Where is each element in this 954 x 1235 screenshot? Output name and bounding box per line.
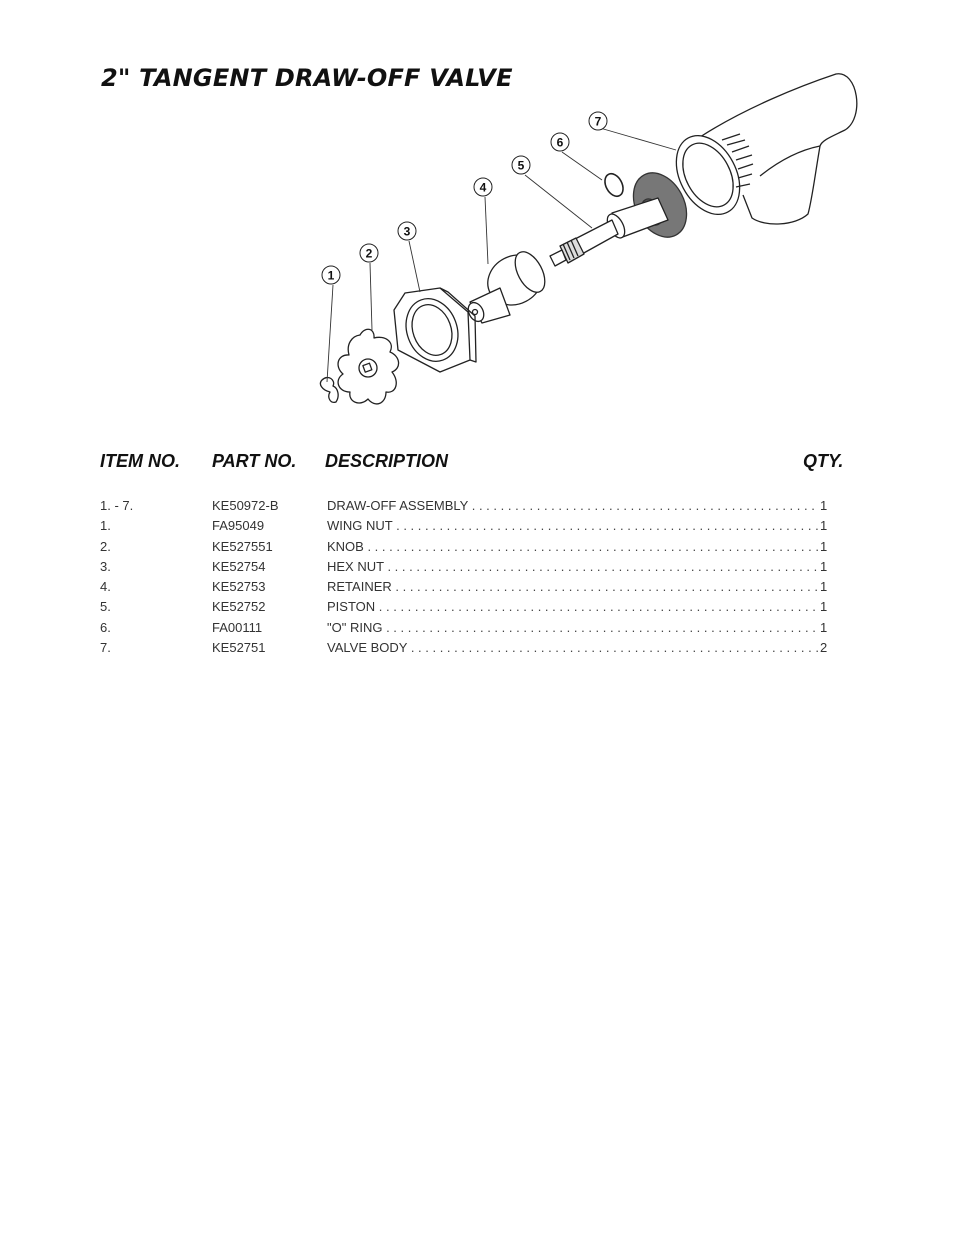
piston-illustration — [550, 198, 668, 266]
callout-4: 4 — [479, 180, 487, 195]
part-no: FA95049 — [212, 518, 265, 534]
item-no: 1. - 7. — [100, 498, 134, 513]
description: WING NUT . . . — [327, 518, 822, 533]
table-row — [100, 518, 830, 538]
table-row — [100, 559, 830, 579]
description: DRAW-OFF ASSEMBLY . . . — [327, 498, 822, 513]
description: "O" RING . . . — [327, 620, 822, 635]
header-description: DESCRIPTION — [325, 451, 449, 471]
qty: 1 — [820, 599, 828, 615]
item-no: 7. — [100, 640, 111, 656]
table-row — [100, 640, 830, 660]
callout-5: 5 — [517, 158, 525, 173]
qty: 2 — [820, 640, 828, 656]
callout-1: 1 — [327, 268, 335, 283]
item-no: 2. — [100, 538, 111, 554]
description: RETAINER . . . — [327, 579, 822, 594]
item-no: 6. — [100, 619, 111, 635]
part-no: KE52753 — [212, 579, 266, 595]
description: PISTON . . . — [327, 599, 822, 614]
item-no: 5. — [100, 599, 111, 615]
description: VALVE BODY . . . — [327, 640, 822, 655]
qty: 1 — [820, 579, 828, 595]
parts-list — [100, 498, 830, 660]
table-row — [100, 539, 830, 559]
qty: 1 — [820, 619, 828, 635]
table-row — [100, 620, 830, 640]
page-title: 2" TANGENT DRAW-OFF VALVE — [101, 64, 513, 92]
item-no: 1. — [100, 518, 111, 534]
exploded-valve-diagram — [0, 0, 954, 430]
qty: 1 — [820, 538, 828, 554]
description: KNOB . . . — [327, 539, 822, 554]
table-row — [100, 599, 830, 619]
wing-nut-illustration — [320, 378, 338, 403]
callout-3: 3 — [403, 224, 411, 239]
part-no: KE527551 — [212, 538, 273, 554]
header-part-no: PART NO. — [212, 451, 297, 471]
header-item-no: ITEM NO. — [100, 451, 180, 471]
part-no: KE52751 — [212, 640, 266, 656]
part-no: FA00111 — [212, 619, 263, 635]
callout-2: 2 — [365, 246, 373, 261]
o-ring-illustration — [601, 171, 626, 200]
table-row — [100, 498, 830, 518]
item-no: 4. — [100, 579, 111, 595]
item-no: 3. — [100, 558, 111, 574]
part-no: KE52754 — [212, 558, 266, 574]
callout-7: 7 — [594, 114, 602, 129]
qty: 1 — [820, 558, 828, 574]
qty: 1 — [820, 498, 828, 513]
qty: 1 — [820, 518, 828, 534]
retainer-illustration — [465, 246, 551, 324]
callout-6: 6 — [556, 135, 564, 150]
valve-body-illustration — [664, 74, 857, 225]
header-qty: QTY. — [803, 451, 844, 471]
part-no: KE52752 — [212, 599, 266, 615]
part-no: KE50972-B — [212, 498, 279, 513]
knob-illustration — [338, 329, 399, 404]
hex-nut-illustration — [394, 288, 476, 372]
table-row — [100, 579, 830, 599]
description: HEX NUT . . . — [327, 559, 822, 574]
